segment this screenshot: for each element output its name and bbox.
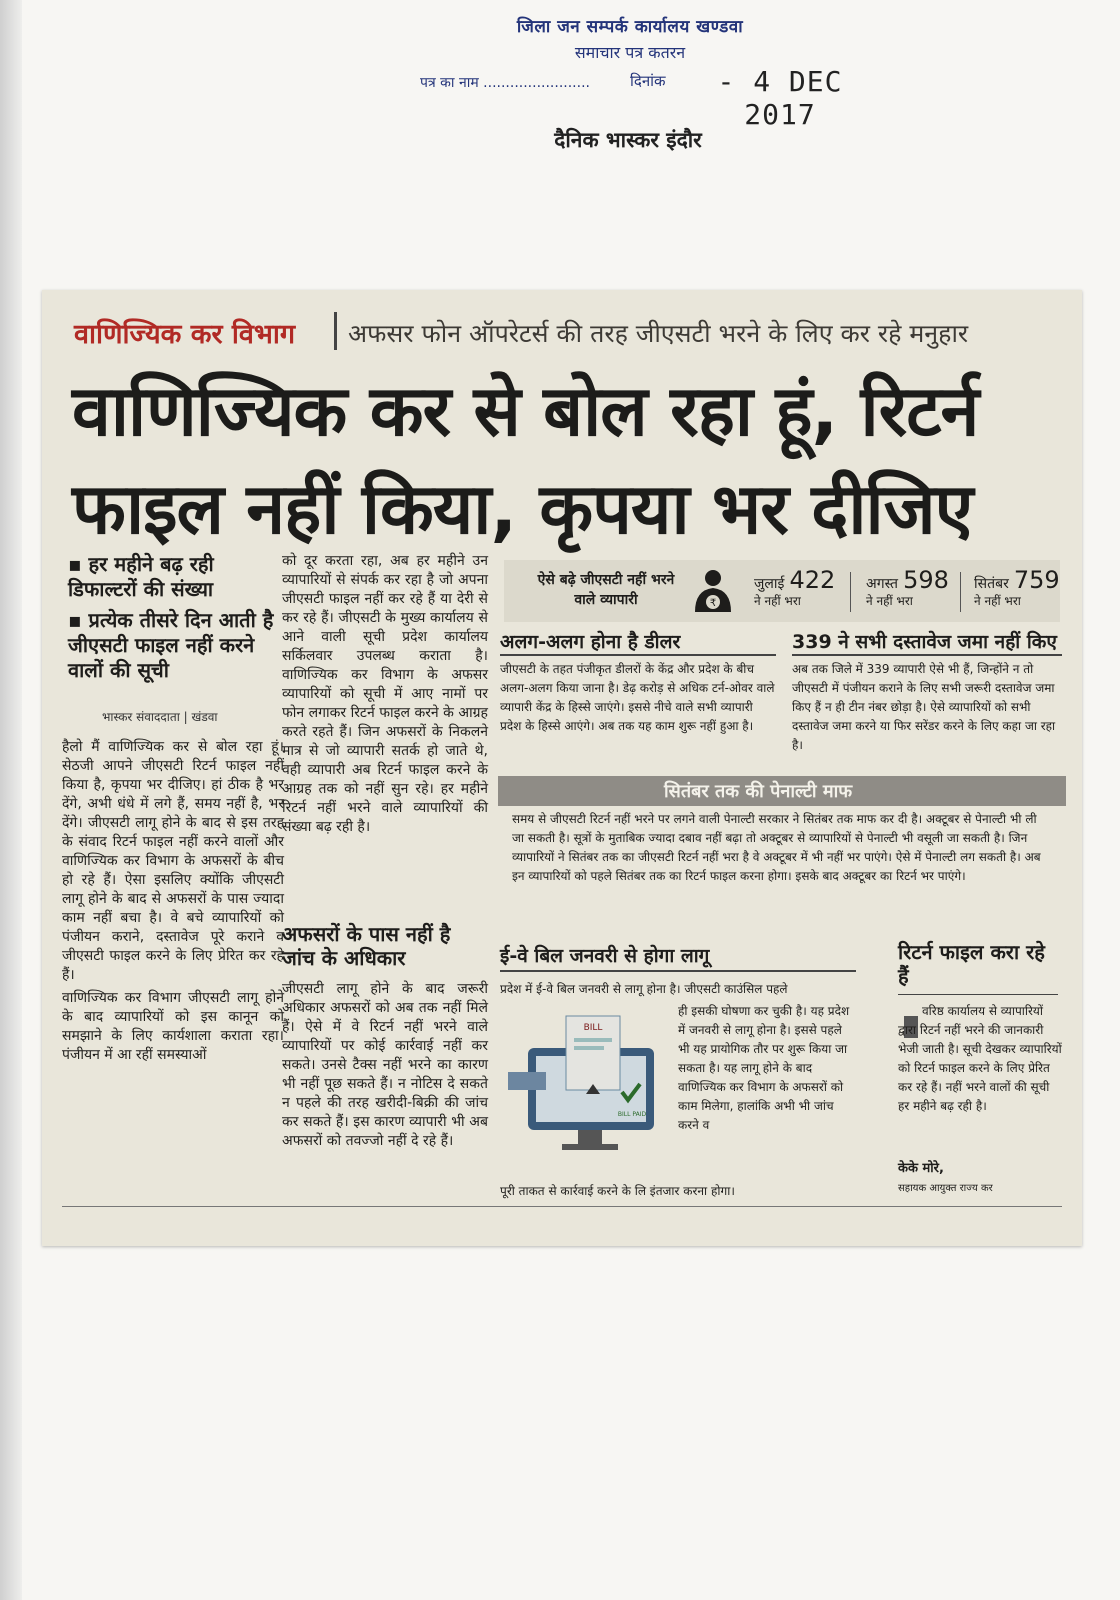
stat-suffix: ने नहीं भरा <box>754 594 801 608</box>
quote-designation: सहायक आयुक्त राज्य कर <box>898 1183 993 1194</box>
documents-heading: 339 ने सभी दस्तावेज जमा नहीं किए <box>792 631 1057 653</box>
stat-count: 598 <box>903 566 949 594</box>
ewaybill-heading: ई-वे बिल जनवरी से होगा लागू <box>500 945 710 967</box>
trader-icon <box>692 568 734 614</box>
section-rule <box>792 654 1062 656</box>
section-rule <box>500 654 776 656</box>
penalty-heading: सितंबर तक की पेनाल्टी माफ <box>664 781 853 802</box>
stats-label: ऐसे बढ़े जीएसटी नहीं भरने वाले व्यापारी <box>537 572 675 608</box>
stat-august <box>866 566 949 609</box>
bullet-1: ▪ हर महीने बढ़ रही डिफाल्टरों की संख्या <box>68 552 214 601</box>
stamp-paper-name-label: पत्र का नाम ........................ <box>420 75 590 91</box>
footer-rule <box>62 1206 1062 1207</box>
headline-line-2: फाइल नहीं किया, कृपया भर दीजिए <box>72 468 973 550</box>
ewaybill-side: ही इसकी घोषणा कर चुकी है। यह प्रदेश में जनवरी से लागू होना है। इससे पहले भी यह प्रायोगिक तौर पर शुरू किया जा सकता है। यह लागू होने के बाद वाणिज्यिक कर विभाग के अफसरों को काम मिलेगा, हालांकि अभी भी जांच करने व <box>678 1004 850 1132</box>
bullet-2: ▪ प्रत्येक तीसरे दिन आती है जीएसटी फाइल नहीं करने वालों की सूची <box>68 608 274 682</box>
stamp-date-value: - 4 DEC 2017 <box>717 65 843 131</box>
svg-text:₹: ₹ <box>709 598 717 609</box>
stat-divider <box>850 572 851 612</box>
stat-divider <box>960 572 961 612</box>
stamp-clipping-label: समाचार पत्र कतरन <box>574 43 686 62</box>
kicker-divider <box>334 312 337 350</box>
penalty-banner <box>498 776 1066 806</box>
paragraph: हैलो मैं वाणिज्यिक कर से बोल रहा हूं। सेठजी आपने जीएसटी रिटर्न फाइल नहीं किया है, कृपया भर दीजिए। हां ठीक है भर देंगे, अभी धंधे में लगे हैं, समय नहीं है, भर देंगे। जीएसटी लागू होने के बाद से इस तरह के संवाद रिटर्न फाइल नहीं करने वालों और वाणिज्यिक कर विभाग के अफसरों के बीच हो रहे हैं। ऐसा इसलिए क्योंकि जीएसटी लागू होने के बाद से अफसरों के पास ज्यादा काम नहीं बचा है। वे बचे व्यापारियों को पंजीयन कराने, दस्तावेज पूरे कराने व जीएसटी फाइल करने के लिए प्रेरित कर रहे हैं। <box>62 739 284 983</box>
stat-count: 422 <box>789 566 836 594</box>
section-rule <box>500 970 856 972</box>
article-column-2-continued: जीएसटी लागू होने के बाद जरूरी अधिकार अफसरों को अब तक नहीं मिले हैं। ऐसे में वे रिटर्न नहीं भरने वाले व्यापारियों पर कोई कार्रवाई नहीं कर सकते। उनसे टैक्स नहीं भरने का कारण भी नहीं पूछ सकते हैं। न नोटिस दे सकते न पहले की तरह खरीदी-बिक्री की जांच कर सकते हैं। इस कारण व्यापारी भी अब अफसरों को तवज्जो नहीं दे रहे हैं। <box>282 981 488 1149</box>
graphic-bill-label: BILL <box>583 1023 603 1033</box>
documents-body: अब तक जिले में 339 व्यापारी ऐसे भी हैं, जिन्होंने न तो जीएसटी में पंजीयन कराने के लिए सभी जरूरी दस्तावेज जमा किए हैं न ही टीन नंबर छोड़ा है। ऐसे व्यापारियों को सभी दस्तावेज जमा करने या फिर सरेंडर करने के लिए कहा जा रहा है। <box>792 662 1056 752</box>
ewaybill-lead: प्रदेश में ई-वे बिल जनवरी से लागू होना है। जीएसटी काउंसिल पहले <box>500 982 788 996</box>
byline: भास्कर संवाददाता | खंडवा <box>102 710 218 724</box>
stamp-date-label: दिनांक <box>630 72 666 90</box>
stat-suffix: ने नहीं भरा <box>866 594 913 608</box>
stat-count: 759 <box>1013 566 1060 594</box>
newspaper-name: दैनिक भास्कर इंदौर <box>554 128 702 152</box>
highlight-bullets <box>68 552 288 689</box>
e-bill-illustration <box>508 1012 668 1162</box>
ewaybill-tail: पूरी ताकत से कार्रवाई करने के लि इंतजार करना होगा। <box>500 1184 735 1198</box>
section-kicker: वाणिज्यिक कर विभाग <box>74 319 296 350</box>
graphic-paid-label: BILL PAID <box>617 1111 647 1118</box>
section-rule <box>898 994 1058 995</box>
stat-july <box>754 566 835 609</box>
quote-name: केके मोरे, <box>898 1161 944 1176</box>
article-column-1 <box>62 738 284 1069</box>
quote-heading: रिटर्न फाइल करा रहे हैं <box>898 940 1045 988</box>
stat-month: जुलाई <box>754 576 785 592</box>
headline <box>72 362 1072 558</box>
stat-september <box>974 566 1060 609</box>
stat-month: सितंबर <box>974 576 1009 592</box>
stats-strip <box>504 560 1060 622</box>
dealer-body: जीएसटी के तहत पंजीकृत डीलरों के केंद्र और प्रदेश के बीच अलग-अलग किया जाना है। डेढ़ करोड़ से अधिक टर्न-ओवर वाले व्यापारी केंद्र के हिस्से जाएंगे। इससे नीचे वाले सभी व्यापारी प्रदेश के हिस्से आएंगे। अब तक यह काम शुरू नहीं हुआ है। <box>500 662 775 733</box>
office-stamp <box>400 14 860 131</box>
stamp-office-line: जिला जन सम्पर्क कार्यालय खण्डवा <box>516 17 744 37</box>
headline-line-1: वाणिज्यिक कर से बोल रहा हूं, रिटर्न <box>72 370 979 452</box>
officer-subheading: अफसरों के पास नहीं है जांच के अधिकार <box>282 922 451 970</box>
article-column-2: को दूर करता रहा, अब हर महीने उन व्यापारियों से संपर्क कर रहा है जो अपना जीएसटी फाइल नहीं कर रहे हैं या देरी से कर रहे हैं। जीएसटी के मुख्य कार्यालय से आने वाली सूची प्रदेश कार्यालय सर्किलवार उपलब्ध कराता है। वाणिज्यिक कर विभाग के अफसर व्यापारियों को सूची में आए नामों पर फोन लगाकर रिटर्न फाइल करने के आग्रह करते रहते हैं। जिन अफसरों के निकलने मात्र से जो व्यापारी सतर्क हो जाते थे, वही व्यापारी अब रिटर्न फाइल करने के आग्रह तक को नहीं सुन रहे। हर महीने रिटर्न नहीं भरने वाले व्यापारियों की संख्या बढ़ रही है। <box>282 553 488 835</box>
newspaper-clipping <box>42 290 1082 1246</box>
penalty-body: समय से जीएसटी रिटर्न नहीं भरने पर लगने वाली पेनाल्टी सरकार ने सितंबर तक माफ कर दी है। अक्टूबर से पेनाल्टी भी ली जा सकती है। सूत्रों के मुताबिक ज्यादा दबाव नहीं बढ़ा तो अक्टूबर से व्यापारियों से पेनाल्टी भी वसूली जा सकती है। जिन व्यापारियों ने सितंबर तक का जीएसटी रिटर्न नहीं भरा है वे अक्टूबर में भी नहीं भर पाएंगे। ऐसे में पेनाल्टी लग सकती है। अब इन व्यापारियों को पहले सितंबर तक का रिटर्न फाइल करना होगा। इसके बाद अक्टूबर का रिटर्न भर पाएंगे। <box>512 812 1041 883</box>
quote-body: वरिष्ठ कार्यालय से व्यापारियों द्वारा रिटर्न नहीं भरने की जानकारी भेजी जाती है। सूची देखकर व्यापारियों को रिटर्न फाइल करने के लिए प्रेरित कर रहे हैं। नहीं भरने वालों की सूची हर महीने बढ़ रही है। <box>898 1004 1062 1113</box>
scan-edge <box>0 0 22 1600</box>
subheadline: अफसर फोन ऑपरेटर्स की तरह जीएसटी भरने के लिए कर रहे मनुहार <box>348 319 969 348</box>
paragraph: वाणिज्यिक कर विभाग जीएसटी लागू होने के बाद व्यापारियों को इस कानून को समझाने के लिए कार्यशाला कराता रहा। पंजीयन में आ रहीं समस्याओं <box>62 990 284 1063</box>
stat-month: अगस्त <box>866 576 899 592</box>
stat-suffix: ने नहीं भरा <box>974 594 1021 608</box>
dealer-heading: अलग-अलग होना है डीलर <box>500 631 681 653</box>
